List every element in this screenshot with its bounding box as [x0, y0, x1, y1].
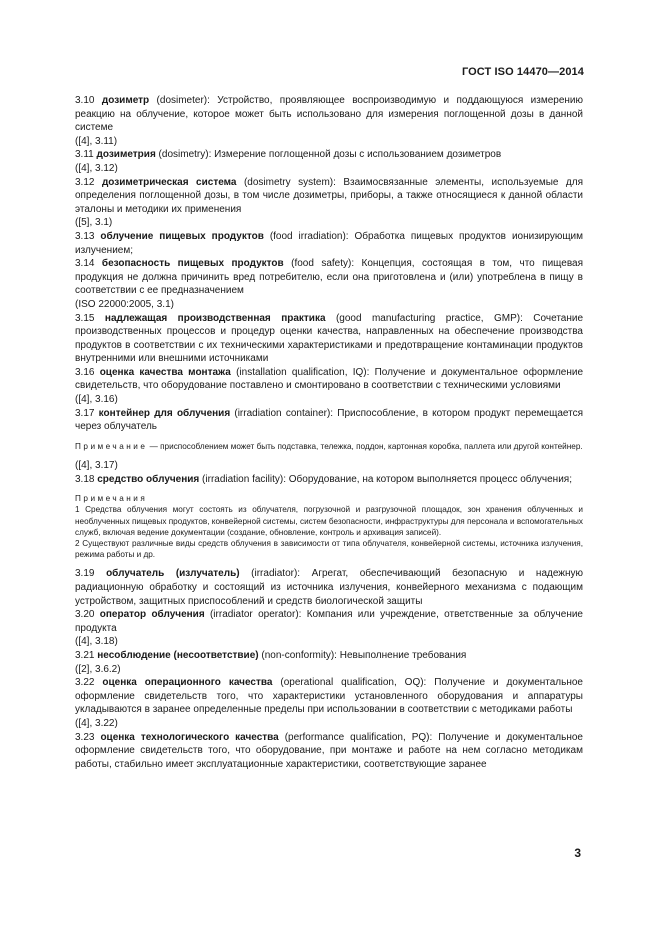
term-definition: (non-conformity): Невыполнение требования	[258, 650, 467, 662]
term-reference: ([4], 3.11)	[75, 135, 118, 147]
note-text: — приспособлением может быть подставка, тележка, поддон, картонная коробка, паллета или другой контейнер.	[147, 441, 583, 451]
term-reference: ([2], 3.6.2)	[75, 663, 121, 675]
term-entry	[75, 366, 583, 393]
term-definition: (irradiator): Агрегат, обеспечивающий безопасную и надежную радиационную обработку и состоящий из источника излучения, конвейерного механизма с подающим устройством, защитных приспособлений и средств биологической защиты	[75, 568, 583, 607]
page-number: 3	[574, 846, 581, 860]
term-reference: ([4], 3.17)	[75, 460, 118, 472]
term-entry	[75, 649, 583, 663]
term-number: 3.23	[75, 731, 95, 743]
term-reference: (ISO 22000:2005, 3.1)	[75, 298, 174, 310]
term-name: контейнер для облучения	[98, 407, 231, 419]
term-reference: ([5], 3.1)	[75, 217, 113, 229]
term-definition: (food safety): Концепция, состоящая в том, что пищевая продукция не должна причинить вред потребителю, если она приготовлена и (или) употреблена в пищу в соответствии с ее предназначением	[75, 258, 584, 297]
note-item: 1 Средства облучения могут состоять из облучателя, погрузочной и разгрузочной площадок, зон хранения облученных и необлученных пищевых продуктов, конвейерной системы, систем безопасности, инфраструктуры для персонала и вспомогательных служб, включая ведение документации (создание, обновление, контроль и архивация записей).	[75, 505, 583, 537]
term-number: 3.17	[75, 407, 95, 419]
term-entry	[75, 176, 583, 217]
note	[75, 441, 583, 452]
term-name: дозиметрическая система	[101, 176, 237, 188]
term-definition: (good manufacturing practice, GMP): Сочетание производственных процессов и процедур оценки качества, направленных на обеспечение производства продуктов в соответствии с их техническими характеристиками и предотвращение контаминации продуктов внутренними или внешними источниками	[75, 312, 584, 365]
term-name: надлежащая производственная практика	[104, 312, 326, 324]
term-number: 3.15	[75, 312, 95, 324]
term-name: дозиметр	[101, 95, 150, 106]
term-number: 3.19	[75, 568, 95, 580]
term-name: оценка операционного качества	[102, 677, 273, 689]
term-name: оценка технологического качества	[100, 731, 279, 743]
term-number: 3.16	[75, 366, 95, 378]
term-definition: (irradiation facility): Оборудование, на котором выполняется процесс облучения;	[199, 473, 572, 485]
term-number: 3.22	[75, 677, 95, 689]
term-name: средство облучения	[97, 473, 200, 485]
term-definition: (dosimetry): Измерение поглощенной дозы с использованием дозиметров	[155, 149, 502, 161]
term-number: 3.20	[75, 609, 95, 621]
term-definition: (operational qualification, OQ): Получение и документальное оформление свидетельств того, что характеристики установленного оборудования и аппаратуры укладываются в заранее определенные пределы при использовании в соответствии с методиками работы	[75, 677, 583, 716]
term-definition: (performance qualification, PQ): Получение и документальное оформление свидетельств того, что оборудование, при монтаже и работе на нем согласно методикам работы, стабильно имеет эксплуатационные характеристики, соответствующие заранее	[75, 731, 583, 770]
term-number: 3.21	[75, 650, 95, 662]
term-name: несоблюдение (несоответствие)	[97, 650, 259, 662]
term-definition: (installation qualification, IQ): Получение и документальное оформление свидетельств, что оборудование поставлено и смонтировано в соответствии с техническими условиями	[75, 366, 584, 392]
term-entry	[75, 230, 583, 257]
note-label: Примечание	[75, 441, 148, 451]
term-number: 3.14	[75, 258, 95, 270]
term-name: дозиметрия	[96, 149, 156, 161]
term-number: 3.18	[75, 473, 95, 485]
term-definition: (irradiator operator): Компания или учреждение, ответственные за облучение продукта	[75, 609, 583, 634]
notes-label: Примечания	[75, 494, 148, 504]
note-item: 2 Существуют различные виды средств облучения в зависимости от типа облучателя, конвейерной системы, источника излучения, режима работы и др.	[75, 539, 583, 560]
term-entry	[75, 407, 583, 434]
term-name: облучатель (излучатель)	[106, 568, 240, 580]
term-definition: (dosimetry system): Взаимосвязанные элементы, используемые для определения поглощенной дозы, в том числе дозиметры, приборы, а также относящиеся к данной области эталоны и методики их применения	[75, 176, 583, 215]
term-entry	[75, 676, 583, 717]
term-entry	[75, 94, 583, 135]
term-number: 3.12	[75, 176, 95, 188]
term-name: оператор облучения	[99, 609, 205, 621]
term-reference: ([4], 3.16)	[75, 394, 118, 406]
term-number: 3.10	[75, 95, 95, 106]
term-definition: (food irradiation): Обработка пищевых продуктов ионизирующим излучением;	[75, 230, 584, 256]
document-body	[75, 94, 583, 771]
term-name: облучение пищевых продуктов	[100, 230, 264, 242]
term-entry	[75, 567, 583, 608]
term-reference: ([4], 3.22)	[75, 717, 118, 729]
term-number: 3.13	[75, 230, 95, 242]
term-reference: ([4], 3.12)	[75, 162, 118, 174]
term-reference: ([4], 3.18)	[75, 636, 118, 648]
term-entry	[75, 731, 583, 772]
term-entry	[75, 608, 583, 635]
term-number: 3.11	[75, 149, 94, 161]
term-entry	[75, 257, 583, 298]
term-entry	[75, 312, 583, 366]
term-entry	[75, 148, 583, 162]
term-definition: (irradiation container): Приспособление, в котором продукт перемещается через облучатель	[75, 407, 584, 433]
term-name: безопасность пищевых продуктов	[101, 258, 284, 270]
standard-header: ГОСТ ISO 14470—2014	[461, 66, 584, 78]
term-entry	[75, 473, 583, 487]
term-name: оценка качества монтажа	[99, 366, 231, 378]
term-definition: (dosimeter): Устройство, проявляющее воспроизводимую и поддающуюся измерению реакцию на облучение, которое может быть использовано для измерения поглощенной дозы в данной системе	[75, 95, 584, 134]
